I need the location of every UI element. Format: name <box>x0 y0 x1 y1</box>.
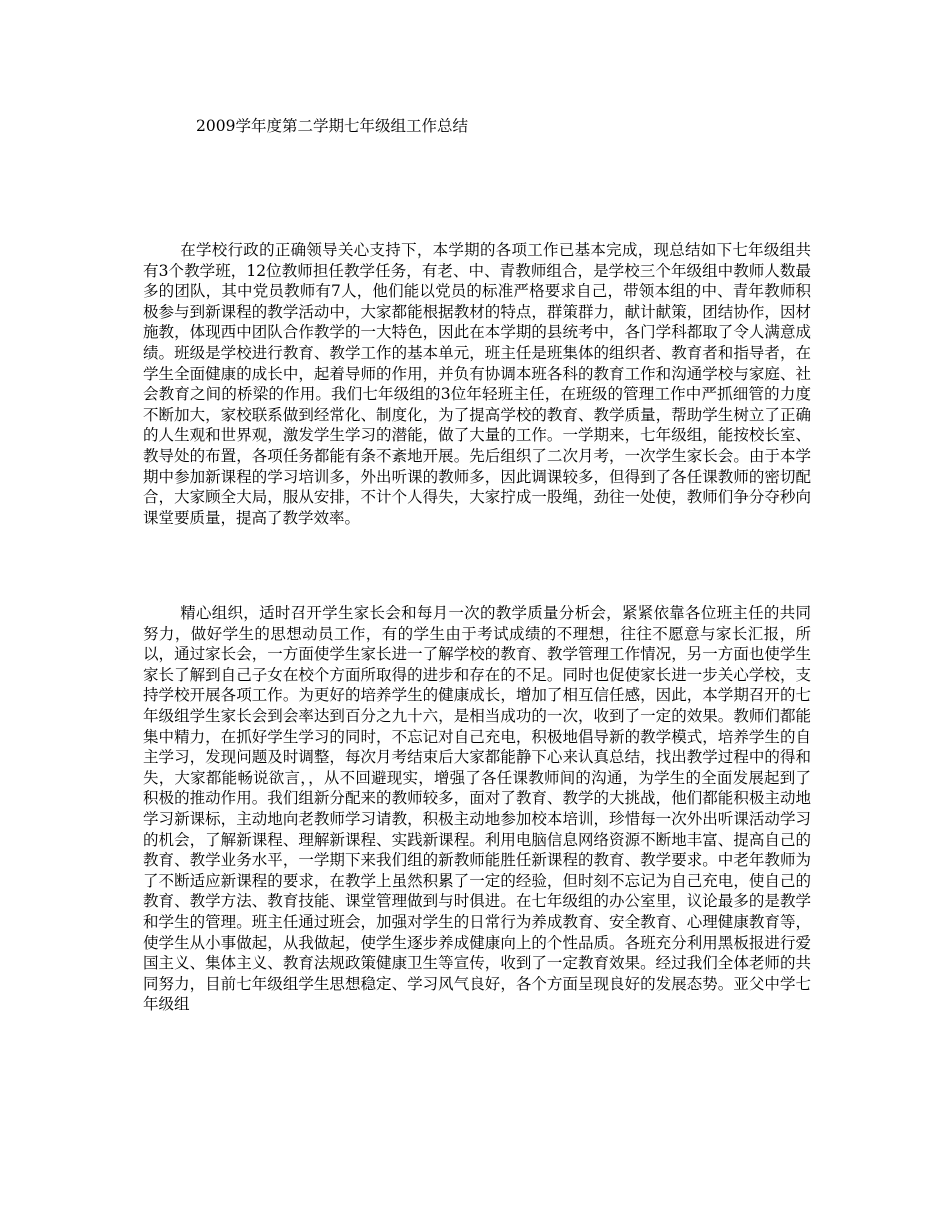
body-section-2 <box>143 603 811 1015</box>
paragraph: 精心组织，适时召开学生家长会和每月一次的教学质量分析会，紧紧依靠各位班主任的共同努力，做好学生的思想动员工作，有的学生由于考试成绩的不理想，往往不愿意与家长汇报，所以，通过家长会，一方面使学生家长进一了解学校的教育、教学管理工作情况，另一方面也使学生家长了解到自己子女在校个方面所取得的进步和存在的不足。同时也促使家长进一步关心学校，支持学校开展各项工作。为更好的培养学生的健康成长，增加了相互信任感，因此，本学期召开的七年级组学生家长会到会率达到百分之九十六，是相当成功的一次，收到了一定的效果。教师们都能集中精力，在抓好学生学习的同时，不忘记对自己充电，积极地倡导新的教学模式，培养学生的自主学习，发现问题及时调整，每次月考结束后大家都能静下心来认真总结，找出教学过程中的得和失，大家都能畅说欲言，，从不回避现实，增强了各任课教师间的沟通，为学生的全面发展起到了积极的推动作用。我们组新分配来的教师较多，面对了教育、教学的大挑战，他们都能积极主动地学习新课标，主动地向老教师学习请教，积极主动地参加校本培训，珍惜每一次外出听课活动学习的机会，了解新课程、理解新课程、实践新课程。利用电脑信息网络资源不断地丰富、提高自己的教育、教学业务水平，一学期下来我们组的新教师能胜任新课程的教育、教学要求。中老年教师为了不断适应新课程的要求，在教学上虽然积累了一定的经验，但时刻不忘记为自己充电，使自己的教育、教学方法、教育技能、课堂管理做到与时俱进。在七年级组的办公室里，议论最多的是教学和学生的管理。班主任通过班会，加强对学生的日常行为养成教育、安全教育、心理健康教育等，使学生从小事做起，从我做起，使学生逐步养成健康向上的个性品质。各班充分利用黑板报进行爱国主义、集体主义、教育法规政策健康卫生等宣传，收到了一定教育效果。经过我们全体老师的共同努力，目前七年级组学生思想稳定、学习风气良好，各个方面呈现良好的发展态势。亚父中学七年级组 <box>143 604 811 1014</box>
document-title: 2009学年度第二学期七年级组工作总结 <box>196 117 468 135</box>
paragraph: 在学校行政的正确领导关心支持下，本学期的各项工作已基本完成，现总结如下七年级组共有3个教学班，12位教师担任教学任务，有老、中、青教师组合，是学校三个年级组中教师人数最多的团队，其中党员教师有7人，他们能以党员的标准严格要求自己，带领本组的中、青年教师积极参与到新课程的教学活动中，大家都能根据教材的特点，群策群力，献计献策，团结协作，因材施教，体现西中团队合作教学的一大特色，因此在本学期的县统考中，各门学科都取了令人满意成绩。班级是学校进行教育、教学工作的基本单元，班主任是班集体的组织者、教育者和指导者，在学生全面健康的成长中，起着导师的作用，并负有协调本班各科的教育工作和沟通学校与家庭、社会教育之间的桥梁的作用。我们七年级组的3位年轻班主任，在班级的管理工作中严抓细管的力度不断加大，家校联系做到经常化、制度化，为了提高学校的教育、教学质量，帮助学生树立了正确的人生观和世界观，激发学生学习的潜能，做了大量的工作。一学期来，七年级组，能按校长室、教导处的布置，各项任务都能有条不紊地开展。先后组织了二次月考，一次学生家长会。由于本学期中参加新课程的学习培训多，外出听课的教师多，因此调课较多，但得到了各任课教师的密切配合，大家顾全大局，服从安排，不计个人得失，大家拧成一股绳，劲往一处使，教师们争分夺秒向课堂要质量，提高了教学效率。 <box>143 241 811 527</box>
body-section-1 <box>143 240 811 528</box>
